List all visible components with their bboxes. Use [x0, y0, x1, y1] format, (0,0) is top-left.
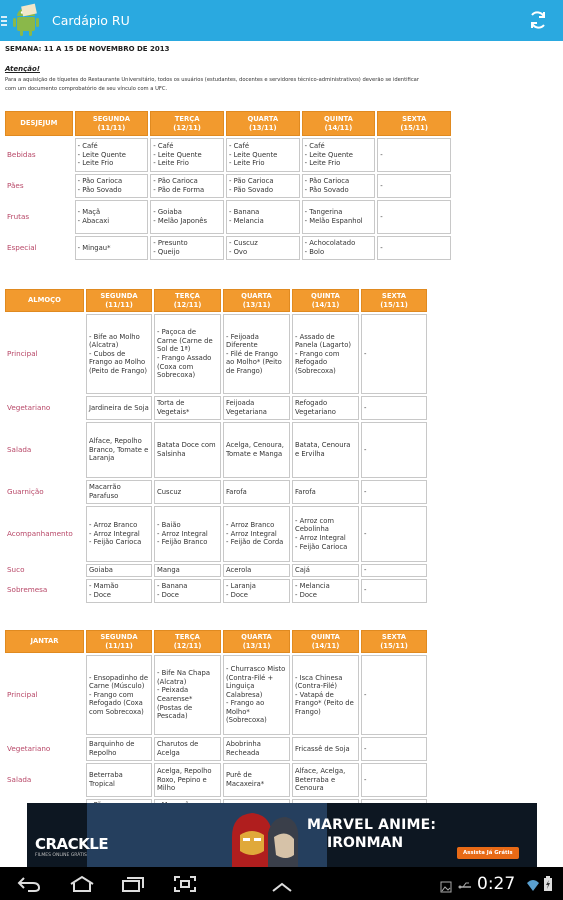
menu-cell: Acelga, Cenoura, Tomate e Manga: [223, 422, 290, 478]
attention-text: Para a aquisição de tíquetes do Restaurante Universitário, todos os usuários (estudantes, docentes e servidores técnico-administrativos) deverão se identificar com um documento comprobatório de seu vínculo com a UFC.: [5, 77, 419, 92]
menu-cell: - Paçoca de Carne (Carne de Sol de 1ª) - Frango Assado (Coxa com Sobrecoxa): [154, 314, 221, 394]
ad-brand: CRACKLE: [35, 835, 109, 853]
menu-cell: -: [361, 506, 427, 562]
day-header: TERÇA (12/11): [150, 111, 224, 136]
menu-cell: Farofa: [292, 480, 359, 504]
system-navigation-bar: [0, 867, 563, 900]
row-label: Vegetariano: [7, 402, 51, 412]
menu-cell: - Presunto - Queijo: [150, 236, 224, 260]
day-header: QUARTA (13/11): [226, 111, 300, 136]
menu-cell: - Pão Carioca - Pão de Forma: [150, 174, 224, 198]
row-label: Sobremesa: [7, 585, 48, 595]
breakfast-header: DESJEJUM: [5, 111, 73, 136]
back-icon[interactable]: [16, 875, 42, 897]
menu-cell: Alface, Acelga, Beterraba e Cenoura: [292, 763, 359, 797]
menu-cell: - Café - Leite Quente - Leite Frio: [226, 138, 300, 172]
menu-cell: Cajá: [292, 564, 359, 577]
table-row: [5, 506, 427, 562]
day-header: SEGUNDA (11/11): [86, 630, 152, 653]
menu-cell: - Bife ao Molho (Alcatra) - Cubos de Frango ao Molho (Peito de Frango): [86, 314, 152, 394]
menu-cell: - Café - Leite Quente - Leite Frio: [150, 138, 224, 172]
day-header: SEXTA (15/11): [377, 111, 451, 136]
menu-cell: - Laranja - Doce: [223, 579, 290, 603]
menu-cell: - Mingau*: [75, 236, 149, 260]
row-label: Suco: [7, 565, 25, 574]
menu-cell: - Pão Carioca - Pão Sovado: [75, 174, 149, 198]
ironman-icon: [222, 807, 302, 867]
menu-up-icon[interactable]: [270, 878, 294, 897]
recent-apps-icon[interactable]: [120, 875, 146, 897]
screenshot-icon[interactable]: [173, 875, 197, 897]
menu-cell: Cuscuz: [154, 480, 221, 504]
row-label: Salada: [7, 444, 32, 454]
battery-icon: [543, 876, 553, 896]
ad-brand-sub: FILMES ONLINE GRÁTIS: [35, 853, 87, 858]
menu-cell: - Achocolatado - Bolo: [302, 236, 376, 260]
menu-cell: -: [361, 655, 427, 735]
menu-cell: - Pão Carioca - Pão Sovado: [226, 174, 300, 198]
menu-cell: Batata, Cenoura e Ervilha: [292, 422, 359, 478]
menu-cell: Alface, Repolho Branco, Tomate e Laranja: [86, 422, 152, 478]
day-header: QUINTA (14/11): [292, 289, 359, 312]
table-row: [5, 655, 427, 735]
menu-cell: Fricassê de Soja: [292, 737, 359, 761]
day-header: TERÇA (12/11): [154, 630, 221, 653]
row-label: Bebidas: [7, 149, 36, 159]
menu-cell: -: [361, 480, 427, 504]
ad-banner[interactable]: [27, 803, 537, 867]
action-bar: [0, 0, 563, 41]
menu-cell: - Bife Na Chapa (Alcatra) - Peixada Cearense* (Postas de Pescada): [154, 655, 221, 735]
table-row: [5, 200, 451, 234]
menu-cell: Manga: [154, 564, 221, 577]
row-label: Vegetariano: [7, 743, 51, 753]
table-row: [5, 138, 451, 172]
menu-cell: -: [361, 737, 427, 761]
day-header: SEGUNDA (11/11): [75, 111, 149, 136]
ad-cta-button[interactable]: Assista Já Grátis: [457, 847, 519, 859]
menu-cell: Macarrão Parafuso: [86, 480, 152, 504]
menu-cell: - Arroz Branco - Arroz Integral - Feijão de Corda: [223, 506, 290, 562]
row-label: Frutas: [7, 211, 30, 221]
lunch-table: [3, 287, 429, 605]
day-header: SEXTA (15/11): [361, 630, 427, 653]
menu-cell: - Tangerina - Melão Espanhol: [302, 200, 376, 234]
table-row: [5, 763, 427, 797]
menu-cell: - Maçã - Abacaxi: [75, 200, 149, 234]
menu-cell: - Churrasco Misto (Contra-Filé + Linguiça Calabresa) - Frango ao Molho* (Sobrecoxa): [223, 655, 290, 735]
day-header: QUINTA (14/11): [292, 630, 359, 653]
row-label: Salada: [7, 774, 32, 784]
menu-cell: -: [361, 763, 427, 797]
attention-title: Atenção!: [5, 65, 40, 73]
menu-cell: - Melancia - Doce: [292, 579, 359, 603]
home-icon[interactable]: [68, 875, 96, 897]
breakfast-table: [3, 109, 453, 262]
menu-cell: -: [361, 579, 427, 603]
row-label: Especial: [7, 242, 37, 252]
menu-cell: -: [361, 314, 427, 394]
menu-cell: - Arroz com Cebolinha - Arroz Integral - Feijão Carioca: [292, 506, 359, 562]
menu-cell: - Feijoada Diferente - Filé de Frango ao Molho* (Peito de Frango): [223, 314, 290, 394]
row-label: Principal: [7, 348, 38, 358]
menu-cell: Goiaba: [86, 564, 152, 577]
menu-cell: - Goiaba - Melão Japonês: [150, 200, 224, 234]
day-header: QUARTA (13/11): [223, 630, 290, 653]
row-label: Pães: [7, 180, 24, 190]
usb-icon: [458, 878, 472, 897]
lunch-header: ALMOÇO: [5, 289, 84, 312]
menu-cell: - Mamão - Doce: [86, 579, 152, 603]
table-row: [5, 564, 427, 577]
menu-cell: - Café - Leite Quente - Leite Frio: [75, 138, 149, 172]
day-header: QUINTA (14/11): [302, 111, 376, 136]
menu-cell: -: [361, 422, 427, 478]
day-header: SEXTA (15/11): [361, 289, 427, 312]
menu-cell: - Arroz Branco - Arroz Integral - Feijão Carioca: [86, 506, 152, 562]
menu-cell: -: [377, 200, 451, 234]
dinner-table: [3, 628, 429, 825]
status-clock: 0:27: [477, 874, 516, 894]
menu-cell: Barquinho de Repolho: [86, 737, 152, 761]
row-label: Principal: [7, 689, 38, 699]
gallery-notification-icon: [440, 878, 452, 897]
menu-cell: - Ensopadinho de Carne (Músculo) - Frango com Refogado (Coxa com Sobrecoxa): [86, 655, 152, 735]
table-row: [5, 422, 427, 478]
week-label: SEMANA: 11 A 15 DE NOVEMBRO DE 2013: [5, 45, 170, 53]
refresh-icon[interactable]: [527, 9, 549, 31]
menu-cell: - Baião - Arroz Integral - Feijão Branco: [154, 506, 221, 562]
menu-cell: Refogado Vegetariano: [292, 396, 359, 420]
menu-cell: Charutos de Acelga: [154, 737, 221, 761]
menu-indicator-icon[interactable]: [1, 16, 7, 26]
menu-cell: - Café - Leite Quente - Leite Frio: [302, 138, 376, 172]
menu-cell: Purê de Macaxeira*: [223, 763, 290, 797]
menu-cell: Jardineira de Soja: [86, 396, 152, 420]
menu-cell: -: [361, 396, 427, 420]
table-row: [5, 396, 427, 420]
table-row: [5, 480, 427, 504]
table-row: [5, 579, 427, 603]
menu-cell: Batata Doce com Salsinha: [154, 422, 221, 478]
row-label: Acompanhamento: [7, 528, 73, 538]
dinner-header: JANTAR: [5, 630, 84, 653]
menu-cell: Farofa: [223, 480, 290, 504]
ad-headline-2: IRONMAN: [327, 835, 404, 851]
menu-cell: - Banana - Melancia: [226, 200, 300, 234]
menu-cell: - Isca Chinesa (Contra-Filé) - Vatapá de Frango* (Peito de Frango): [292, 655, 359, 735]
menu-cell: -: [361, 564, 427, 577]
menu-content[interactable]: [0, 41, 563, 803]
menu-cell: -: [377, 174, 451, 198]
menu-cell: - Pão Carioca - Pão Sovado: [302, 174, 376, 198]
menu-cell: Beterraba Tropical: [86, 763, 152, 797]
menu-cell: - Assado de Panela (Lagarto) - Frango com Refogado (Sobrecoxa): [292, 314, 359, 394]
table-row: [5, 174, 451, 198]
table-row: [5, 314, 427, 394]
android-robot-icon[interactable]: [8, 3, 44, 39]
menu-cell: -: [377, 236, 451, 260]
table-row: [5, 236, 451, 260]
row-label: Guarnição: [7, 486, 44, 496]
day-header: QUARTA (13/11): [223, 289, 290, 312]
menu-cell: - Cuscuz - Ovo: [226, 236, 300, 260]
menu-cell: Torta de Vegetais*: [154, 396, 221, 420]
day-header: TERÇA (12/11): [154, 289, 221, 312]
menu-cell: -: [377, 138, 451, 172]
menu-cell: Acerola: [223, 564, 290, 577]
wifi-icon: [526, 877, 540, 896]
ad-headline-1: MARVEL ANIME:: [307, 817, 437, 833]
menu-cell: Feijoada Vegetariana: [223, 396, 290, 420]
table-row: [5, 737, 427, 761]
menu-cell: Abobrinha Recheada: [223, 737, 290, 761]
day-header: SEGUNDA (11/11): [86, 289, 152, 312]
app-title: Cardápio RU: [52, 13, 130, 28]
menu-cell: - Banana - Doce: [154, 579, 221, 603]
menu-cell: Acelga, Repolho Roxo, Pepino e Milho: [154, 763, 221, 797]
